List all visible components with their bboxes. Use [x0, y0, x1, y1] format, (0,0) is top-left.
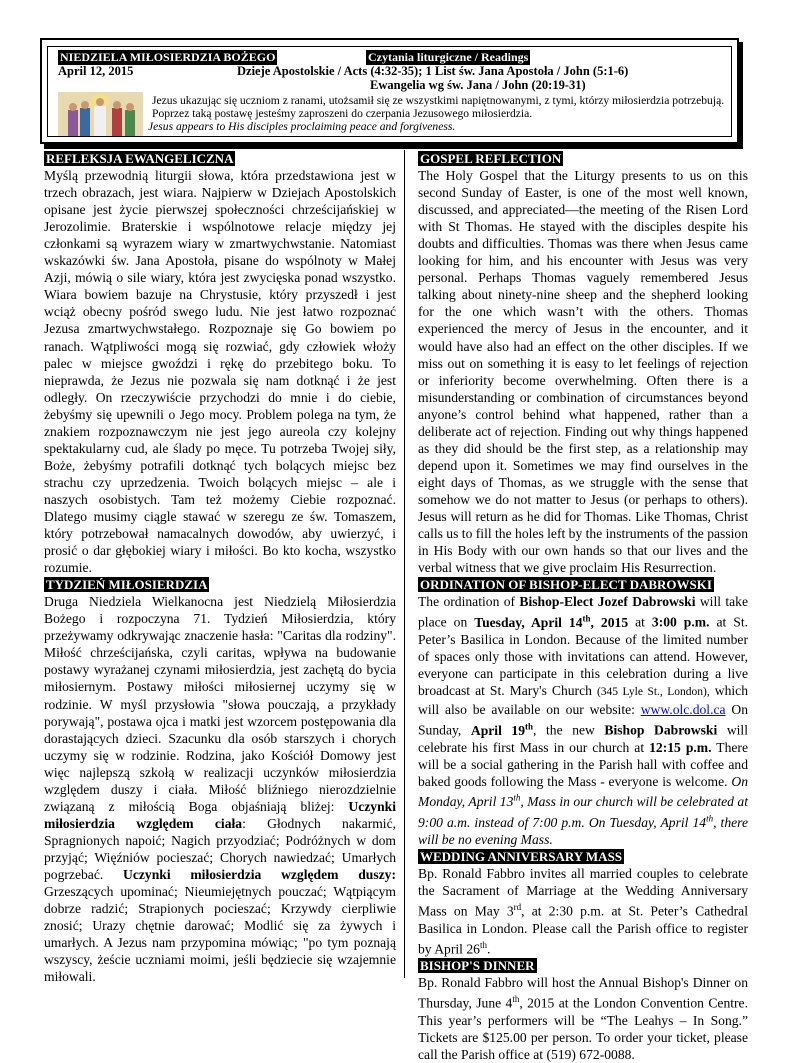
gospel-reflection-text: The Holy Gospel that the Liturgy presents to us on this second Sunday of Easter, is one of the most well known, discussed, and appreciated—the meeting of the Risen Lord with St Thomas. He stayed with the disciples despite his doubts and difficulties. Thomas was there when Jesus came looking for him, and his encounter with Jesus was very personal. Perhaps Thomas vaguely remembered Jesus talking about ninety-nine sheep and the shepherd looking for the one which wasn’t with the others. Thomas experienced the mercy of Jesus in the encounter, and it would have also had an effect on the other disciples. If we miss out on something it is easy to let feelings of rejection or inferiority become overwhelming. Often there is a misunderstanding or combination of circumstances beyond anyone’s control behind what happened, rather than a deliberate act of rejection. Finding out why things happened as they did should be the first step, as a relationship may depend upon it. Sometimes we may find ourselves in the eight days of Thomas, as we struggle with the sense that somehow we do not matter to Jesus (or perhaps to others). Jesus will return as he did for Thomas. Like Thomas, Christ calls us to fill the holes left by the instruments of the passion in His Body with our own hands so that our lives and the verbal witness that we give proclaim His Resurrection. [418, 168, 748, 576]
website-link[interactable]: www.olc.dol.ca [640, 702, 726, 718]
heading-gospel-reflection: GOSPEL REFLECTION [420, 151, 562, 166]
header-note-pl: Jezus ukazując się uczniom z ranami, utożsamił się ze wszystkimi napiętnowanymi, z tymi, którzy miłosierdzia potrzebują. Poprzez taką postawę jesteśmy zaproszeni do czerpania Jezusowego miłosierdzia. [152, 94, 725, 120]
heading-tydzien: TYDZIEŃ MIŁOSIERDZIA [46, 577, 208, 593]
right-column [418, 150, 748, 1063]
heading-bishops-dinner: BISHOP'S DINNER [420, 958, 535, 974]
header-readings-line2: Ewangelia wg św. Jana / John (20:19-31) [370, 78, 586, 92]
header-readings-line1: Dzieje Apostolskie / Acts (4:32-35); 1 List św. Jana Apostoła / John (5:1-6) [237, 64, 629, 78]
heading-wedding-mass: WEDDING ANNIVERSARY MASS [420, 849, 623, 864]
tydzien-text [44, 593, 396, 985]
tydzien-text-a: Druga Niedziela Wielkanocna jest Niedzielą Miłosierdzia Bożego i rozpoczyna 71. Tydzień Miłosierdzia, który przeżywamy odkrywając znaczenie hasła: "Caritas dla rodziny". Miłość chrześcijańska, czyli caritas, wpływa na budowanie postawy wyrażanej czynami miłosierdzia, jest zachętą do bycia miłosiernym. Postawy miłości miłosiernej uczymy się w rodzinie. W myśl przysłowia "słowa pouczają, a przykłady porywają", postawa ojca i matki jest wzorcem postępowania dla dorastających dzieci. Szacunku dla osób starszych i chorych uczymy się w rodzinie. Rodzina, jako Kościół Domowy jest więc najlepszą szkołą w realizacji uczynków miłosierdzia względem duszy i ciała. Miłość bliźniego nierozdzielnie związaną z miłością Boga objaśniają bliżej: [44, 594, 396, 814]
ordination-text: The ordination of Bishop-Elect Jozef Dabrowski will take place on Tuesday, April 14th, 2015 at 3:00 p.m. at St. Peter’s Basilica in London. Because of the limited number of spaces only those with invitations can attend. However, everyone can participate in this celebration during a live broadcast at St. Mary's Church (345 Lyle St., London), which will also be available on our website: www.olc.dol.ca On Sunday, April 19th, the new Bishop Dabrowski will celebrate his first Mass in our church at 12:15 p.m. There will be a social gathering in the Parish hall with coffee and baked goods following the Mass - everyone is welcome. On Monday, April 13th, Mass in our church will be celebrated at 9:00 a.m. instead of 7:00 p.m. On Tuesday, April 14th, there will be no evening Mass. [418, 594, 749, 847]
header-note-en: Jesus appears to His disciples proclaiming peace and forgiveness. [148, 120, 456, 133]
heading-refleksja: REFLEKSJA EWANGELICZNA [46, 151, 234, 166]
header-date: April 12, 2015 [58, 64, 134, 78]
jesus-disciples-illustration [58, 92, 143, 136]
tydzien-text-c: : Głodnych nakarmić, Spragnionych napoić; Nagich przyodziać; Podróżnych w dom przyjąć; Więźniów pocieszać; Chorych nawiedzać; Umarłych pogrzebać. [44, 815, 396, 882]
header-title: NIEDZIELA MIŁOSIERDZIA BOŻEGO [60, 50, 276, 64]
tydzien-bold-dusza: Uczynki miłosierdzia względem duszy: [123, 866, 396, 882]
tydzien-bold-cialo: Uczynki miłosierdzia względem ciała [44, 798, 396, 831]
wedding-mass-text: Bp. Ronald Fabbro invites all married couples to celebrate the Sacrament of Marriage at the Wedding Anniversary Mass on May 3rd, at 2:30 p.m. at St. Peter’s Cathedral Basilica in London. Please call the Parish office to register by April 26th. [418, 866, 748, 957]
tydzien-text-e: Grzeszących upominać; Nieumiejętnych pouczać; Wątpiącym dobrze radzić; Strapionych pocieszać; Krzywdy cierpliwie znosić; Urazy chętnie darować; Modlić się za żywych i umarłych. A Jezus nam przypomina mówiąc; "po tym poznają wszyscy, żeście uczniami moimi, jeśli będziecie się wzajemnie miłowali. [44, 884, 396, 985]
column-divider [404, 150, 405, 978]
left-column [44, 150, 396, 985]
refleksja-text: Myślą przewodnią liturgii słowa, która przedstawiona jest w trzech obrazach, jest wiara. Najpierw w Dziejach Apostolskich opisane jest życie pierwszej społeczności chrześcijańskiej w Jerozolimie. Braterskie i wspólnotowe relacje między jej członkami są wyrazem wiary w zmartwychwstanie. Natomiast wskazówki św. Jana Apostoła, pisane do wspólnoty w Małej Azji, mówią o sile wiary, która jest zwycięska ponad wszystko. Wiara bowiem bazuje na Chrystusie, który przyszedł i jest wciąż obecny pośród swego ludu. Nie jest łatwo rozpoznać Jezusa zmartwychwstałego. Rozpoznaje się Go bowiem po ranach. Wątpliwości mogą się rozwiać, gdy człowiek włoży palec w miejsce gwoździ i rękę do przebitego boku. To nieprawda, że Jezus nie pozwala się nam dotknąć i że jest odległy. On rzeczywiście przychodzi do mnie i do ciebie, żebyśmy się upewnili o Jego mocy. Problem polega na tym, że znakiem rozpoznawczym nie jest jego aureola czy kolejny spektakularny cud, ale ślady po męce. Tu potrzeba Twojej siły, Boże, żebyśmy potrafili dotknąć tych bolących miejsc bez strachu czy uprzedzenia. Twoich bolących miejsc – ale i naszych osobistych. Tam też możemy Ciebie rozpoznać. Dlatego musimy ciągle stawać w szeregu ze św. Tomaszem, który potrzebował namacalnych dowodów, aby uwierzyć, i prosić o dar głębokiej wiary i miłości. Bo kto kocha, wszystko rozumie. [44, 168, 396, 576]
heading-ordination: ORDINATION OF BISHOP-ELECT DABROWSKI [420, 577, 712, 593]
header-readings-label: Czytania liturgiczne / Readings [368, 50, 529, 64]
bishops-dinner-text: Bp. Ronald Fabbro will host the Annual Bishop's Dinner on Thursday, June 4th, 2015 at the London Convention Centre. This year’s performers will be “The Leahys – In Song.” Tickets are $125.00 per person. To order your ticket, please call the Parish office at (519) 672-0088. [418, 975, 748, 1063]
